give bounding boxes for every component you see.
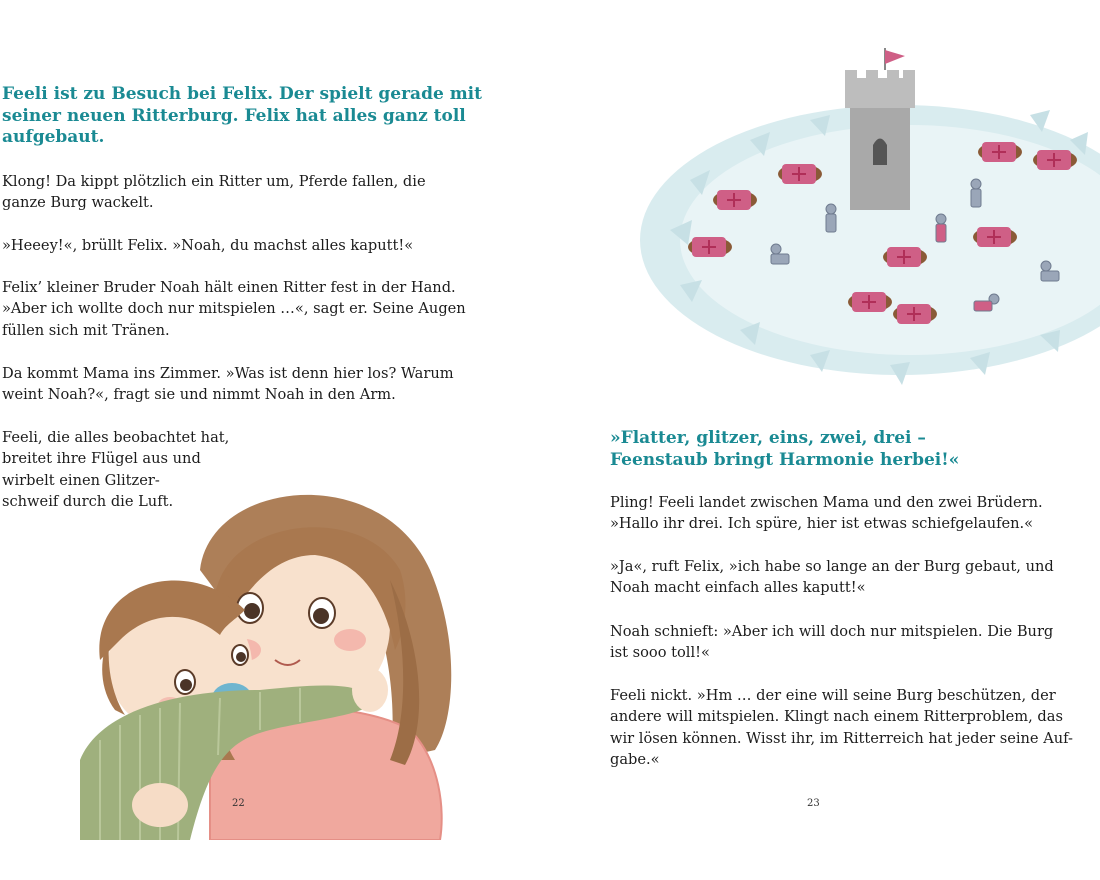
rhyme-line: »Flatter, glitzer, eins, zwei, drei – [610,428,926,448]
heading-line: seiner neuen Ritterburg. Felix hat alles ganz toll [2,105,466,126]
paragraph [610,621,1053,664]
paragraph [610,685,1073,771]
text-line: Noah schnieft: »Aber ich will doch nur mitspielen. Die Burg [610,623,1054,640]
paragraph [610,492,1043,535]
text-line: ganze Burg wackelt. [2,194,154,212]
text-line: gabe.« [610,751,660,769]
text-line: wirbelt einen Glitzer- [2,471,160,489]
paragraph [2,235,413,256]
text-line: wir lösen können. Wisst ihr, im Ritterreich hat jeder seine Auf- [610,729,1073,747]
paragraph [610,556,1054,599]
text-line: Feeli, die alles beobachtet hat, [2,429,230,446]
text-line: Klong! Da kippt plötzlich ein Ritter um, Pferde fallen, die [2,173,426,190]
rhyme-line: Feenstaub bringt Harmonie herbei!« [610,449,960,470]
text-line: weint Noah?«, fragt sie und nimmt Noah in den Arm. [2,386,396,404]
mother-child-illustration [60,460,460,840]
text-line: schweif durch die Luft. [2,493,174,511]
castle-illustration [630,40,1100,400]
rhyme-heading [610,428,959,471]
text-line: Felix’ kleiner Bruder Noah hält einen Ritter fest in der Hand. [2,279,456,296]
text-line: Pling! Feeli landet zwischen Mama und den zwei Brüdern. [610,494,1043,511]
text-line: Da kommt Mama ins Zimmer. »Was ist denn hier los? Warum [2,365,454,382]
paragraph [2,277,466,341]
heading-line: Feeli ist zu Besuch bei Felix. Der spielt gerade mit [2,84,482,104]
paragraph [2,171,426,214]
heading-line: aufgebaut. [2,127,105,147]
text-line: breitet ihre Flügel aus und [2,450,201,468]
page-number: 23 [807,798,820,809]
right-page [550,0,1100,880]
text-line: andere will mitspielen. Klingt nach einem Ritterproblem, das [610,708,1063,726]
paragraph [2,363,454,406]
text-line: »Heeey!«, brüllt Felix. »Noah, du machst alles kaputt!« [2,237,414,254]
page-number: 22 [232,798,245,809]
text-line: Feeli nickt. »Hm … der eine will seine Burg beschützen, der [610,687,1056,704]
text-line: »Aber ich wollte doch nur mitspielen …«, sagt er. Seine Augen [2,300,466,318]
text-line: Noah macht einfach alles kaputt!« [610,579,866,597]
text-line: »Ja«, ruft Felix, »ich habe so lange an der Burg gebaut, und [610,558,1054,575]
text-line: füllen sich mit Tränen. [2,321,170,339]
text-line: »Hallo ihr drei. Ich spüre, hier ist etwas schiefgelaufen.« [610,515,1034,533]
chapter-heading [2,84,482,149]
text-line: ist sooo toll!« [610,644,710,662]
